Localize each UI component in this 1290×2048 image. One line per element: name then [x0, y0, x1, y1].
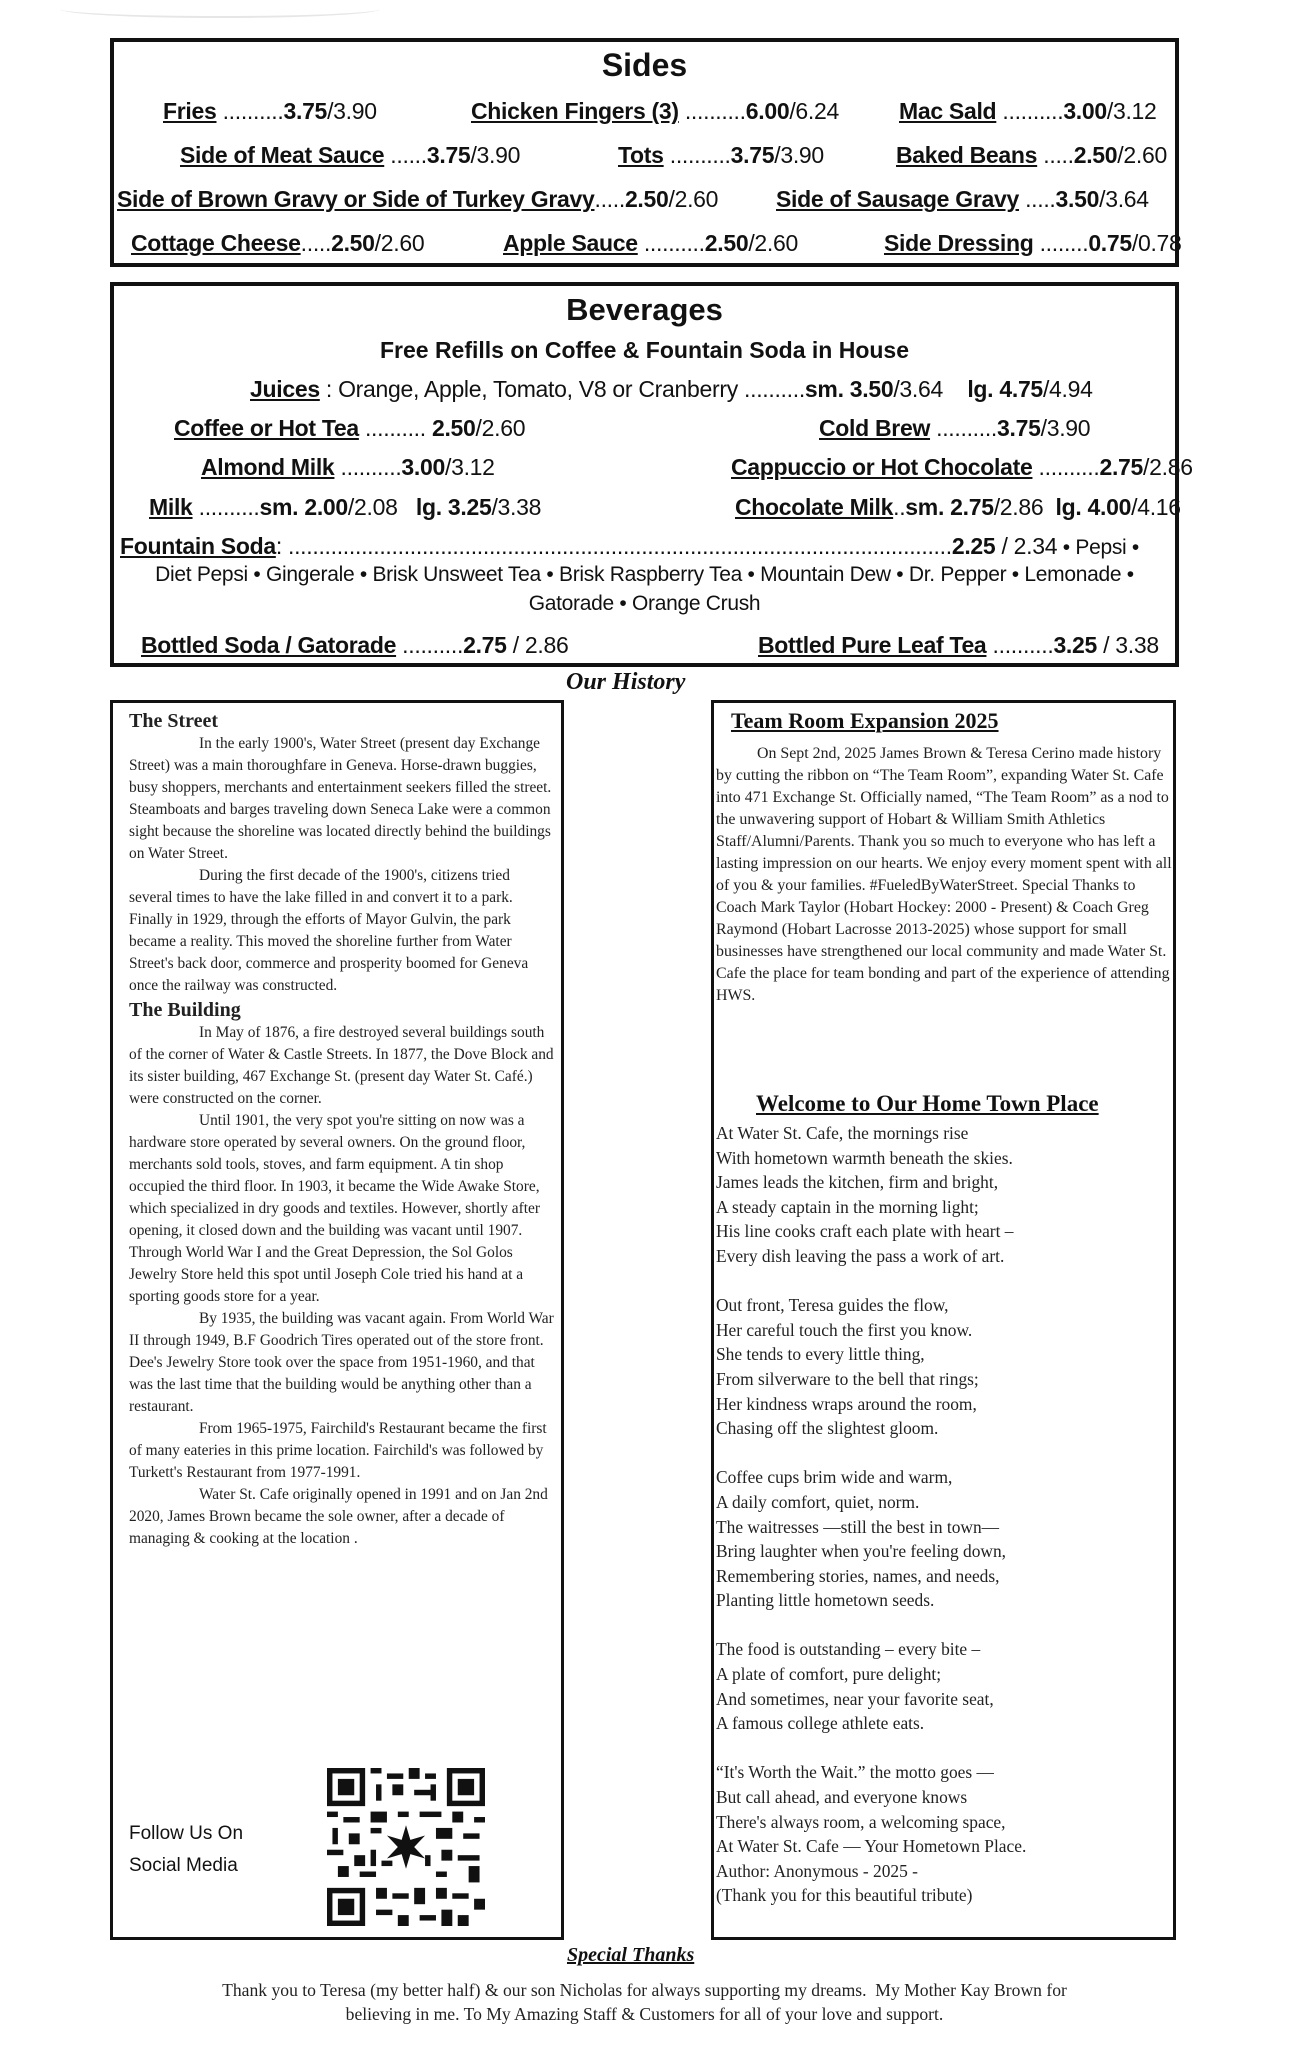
item-price-lg-alt: /4.94 — [1042, 376, 1093, 402]
item-name: Side of Brown Gravy or Side of Turkey Gravy — [117, 186, 595, 212]
item-price-alt: /3.64 — [1099, 186, 1149, 212]
poem-line: Coffee cups brim wide and warm, — [716, 1467, 953, 1488]
sides-box — [110, 38, 1182, 267]
qr-code-icon[interactable] — [327, 1768, 485, 1926]
special-thanks-line-1: Thank you to Teresa (my better half) & our son Nicholas for always supporting my dreams. My Mother Kay Brown for — [222, 1980, 1067, 2000]
item-price-alt: / 3.38 — [1097, 632, 1159, 658]
building-paragraph-5: Water St. Cafe originally opened in 1991 and on Jan 2nd 2020, James Brown became the sole owner, after a decade of managing & cooking at the location . — [129, 1486, 548, 1547]
poem-line: (Thank you for this beautiful tribute) — [716, 1885, 973, 1906]
item-dots: .......... — [358, 415, 432, 441]
item-price-sm: sm. 2.75 — [905, 494, 994, 520]
poem-line: A daily comfort, quiet, norm. — [716, 1491, 920, 1512]
bev-milk — [149, 494, 541, 521]
item-price: 3.00 — [401, 454, 445, 480]
item-price-alt: / 2.34 — [995, 533, 1058, 559]
side-item-fries — [163, 98, 377, 125]
item-name: Bottled Soda / Gatorade — [141, 632, 397, 658]
item-name: Fries — [163, 98, 217, 124]
item-dots: .......... — [1032, 454, 1100, 480]
team-room-text — [716, 743, 1172, 1007]
item-price: 2.50 — [704, 230, 749, 256]
item-price-alt: / 2.86 — [506, 632, 569, 658]
building-paragraph-1: In May of 1876, a fire destroyed several buildings south of the corner of Water & Castle Streets. In 1877, the Dove Block and its sister building, 467 Exchange St. (present day Water St. Café.) were constructed on the corner. — [129, 1024, 554, 1107]
item-price: 3.75 — [426, 142, 471, 168]
sides-title: Sides — [601, 47, 688, 83]
item-price-alt: /2.86 — [1143, 454, 1193, 480]
item-price: 0.75 — [1088, 230, 1132, 256]
item-price-lg-alt: /3.38 — [491, 494, 542, 520]
item-dots: : ............................................................................................................. — [275, 533, 952, 559]
item-name: Cottage Cheese — [131, 230, 301, 256]
item-price: 2.75 — [463, 632, 507, 658]
fountain-first-flavor: • Pepsi • — [1057, 536, 1139, 559]
item-name: Side of Meat Sauce — [180, 142, 385, 168]
item-dots: .......... — [930, 415, 998, 441]
item-name: Chocolate Milk — [735, 494, 894, 520]
poem-line: Author: Anonymous - 2025 - — [716, 1860, 918, 1881]
bev-cappuccio — [731, 454, 1193, 481]
item-price: 3.50 — [1055, 186, 1100, 212]
poem-line: The waitresses —still the best in town— — [716, 1516, 1000, 1537]
item-price: 3.75 — [283, 98, 328, 124]
bev-fountain-soda — [120, 533, 1173, 560]
item-name: Side Dressing — [884, 230, 1034, 256]
street-heading: The Street — [129, 710, 219, 732]
item-name: Baked Beans — [896, 142, 1038, 168]
side-item-cottage-cheese — [131, 230, 424, 257]
item-name: Cold Brew — [819, 415, 931, 441]
poem-line: A famous college athlete eats. — [716, 1713, 925, 1734]
item-dots: .......... — [216, 98, 284, 124]
item-price-sm-alt: /2.86 — [993, 494, 1044, 520]
poem-line: Remembering stories, names, and needs, — [716, 1565, 1000, 1586]
item-price: 2.50 — [1073, 142, 1118, 168]
team-room-box — [711, 700, 1176, 1940]
follow-line-1: Follow Us On — [129, 1823, 244, 1844]
poem-line: From silverware to the bell that rings; — [716, 1368, 979, 1389]
item-price-alt: /0.78 — [1131, 230, 1182, 256]
street-paragraph-2: During the first decade of the 1900's, citizens tried several times to have the lake filled in and convert it to a park. Finally in 1929, through the efforts of Mayor Gulvin, the park became a reality. This moved the shoreline further from Water Street's back door, commerce and prosperity boomed for Geneva once the railway was constructed. — [129, 867, 529, 994]
poem-line: Chasing off the slightest gloom. — [716, 1418, 939, 1439]
item-price-alt: /2.60 — [668, 186, 719, 212]
item-dots: ........ — [1033, 230, 1089, 256]
poem-line: Every dish leaving the pass a work of art. — [716, 1245, 1005, 1266]
item-dots: .......... — [637, 230, 705, 256]
item-dots: ..... — [300, 230, 332, 256]
item-dots: .......... — [192, 494, 260, 520]
item-name: Chicken Fingers (3) — [471, 98, 679, 124]
poem-line: James leads the kitchen, firm and bright, — [716, 1172, 999, 1193]
item-dots: .......... — [996, 98, 1064, 124]
history-text — [129, 709, 554, 1550]
poem-line: A steady captain in the morning light; — [716, 1196, 979, 1217]
item-price-lg: lg. 3.25 — [415, 494, 492, 520]
item-name: Almond Milk — [201, 454, 335, 480]
side-item-apple-sauce — [503, 230, 798, 257]
poem-line: Out front, Teresa guides the flow, — [716, 1295, 949, 1316]
item-name: Fountain Soda — [120, 533, 276, 559]
item-dots: ...... — [384, 142, 427, 168]
team-room-paragraph: On Sept 2nd, 2025 James Brown & Teresa Cerino made history by cutting the ribbon on “The Team Room”, expanding Water St. Cafe into 471 Exchange St. Officially named, “The Team Room” as a nod to the unwavering support of Hobart & William Smith Athletics Staff/Alumni/Parents. Thank you so much to everyone who has left a lasting impression on our hearts. We enjoy every moment spent with all of you & your families. #FueledByWaterStreet. Special Thanks to Coach Mark Taylor (Hobart Hockey: 2000 - Present) & Coach Greg Raymond (Hobart Lacrosse 2013-2025) whose support for small businesses have strengthened our local community and made Water St. Cafe the place for team bonding and part of the experience of attending HWS. — [716, 745, 1172, 1004]
side-item-tots — [618, 142, 824, 169]
side-item-baked-beans — [896, 142, 1167, 169]
bev-chocolate-milk — [735, 494, 1181, 521]
poem-line: A plate of comfort, pure delight; — [716, 1664, 942, 1685]
bev-almond-milk — [201, 454, 495, 481]
item-dots: ..... — [594, 186, 625, 212]
item-price-sm: sm. 2.00 — [259, 494, 348, 520]
item-price: 3.75 — [730, 142, 775, 168]
top-edge-decoration — [60, 0, 380, 18]
building-paragraph-3: By 1935, the building was vacant again. From World War II through 1949, B.F Goodrich Tires operated out of the store front. Dee's Jewelry Store took over the space from 1951-1960, and that was the last time that the building would be anything other than a restaurant. — [129, 1310, 554, 1415]
poem-line: The food is outstanding – every bite – — [716, 1639, 981, 1660]
item-dots: ..... — [1037, 142, 1074, 168]
item-dots: .......... — [396, 632, 464, 658]
bev-cold-brew — [819, 415, 1090, 442]
item-name: Cappuccio or Hot Chocolate — [731, 454, 1033, 480]
item-dots: .......... — [334, 454, 402, 480]
poem-line: Planting little hometown seeds. — [716, 1590, 935, 1611]
poem-line: “It's Worth the Wait.” the motto goes — — [716, 1762, 994, 1783]
item-price-alt: /3.90 — [470, 142, 521, 168]
beverages-title: Beverages — [566, 292, 723, 327]
follow-line-2: Social Media — [129, 1855, 238, 1876]
poem-stanza-gap — [716, 1613, 1172, 1638]
item-price-alt: /3.90 — [1040, 415, 1091, 441]
poem-line: There's always room, a welcoming space, — [716, 1811, 1006, 1832]
bev-coffee-hot-tea — [174, 415, 525, 442]
side-item-chicken-fingers — [471, 98, 839, 125]
follow-us-text — [129, 1818, 243, 1882]
item-price: 2.50 — [431, 415, 476, 441]
poem-heading: Welcome to Our Home Town Place — [756, 1091, 1099, 1116]
building-paragraph-2: Until 1901, the very spot you're sitting on now was a hardware store operated by several owners. On the ground floor, merchants sold tools, stoves, and farm equipment. A tin shop occupied the third floor. In 1903, it became the Wide Awake Store, which specialized in dry goods and textiles. However, shortly after opening, it closed down and the building was vacant until 1907. Through World War I and the Great Depression, the Sol Golos Jewelry Store held this spot until Joseph Cole tried his hand at a sporting goods store for a year. — [129, 1112, 540, 1305]
item-name: Coffee or Hot Tea — [174, 415, 359, 441]
item-name: Milk — [149, 494, 193, 520]
special-thanks-line-2: believing in me. To My Amazing Staff & Customers for all of your love and support. — [345, 2004, 944, 2024]
history-box — [110, 700, 564, 1940]
item-dots: .. — [893, 494, 906, 520]
poem-line: His line cooks craft each plate with heart – — [716, 1221, 1014, 1242]
fountain-flavors-line1: Diet Pepsi • Gingerale • Brisk Unsweet Tea • Brisk Raspberry Tea • Mountain Dew • Dr. Pepper • Lemonade • — [155, 563, 1134, 586]
bev-juices — [250, 376, 1093, 403]
item-price-alt: /3.90 — [774, 142, 824, 168]
item-price-alt: /6.24 — [789, 98, 839, 124]
beverages-box — [110, 282, 1193, 667]
side-item-mac-sald — [899, 98, 1157, 125]
our-history-title: Our History — [566, 669, 686, 695]
poem-line: Her kindness wraps around the room, — [716, 1393, 977, 1414]
item-dots: .......... — [678, 98, 746, 124]
item-price-alt: /2.60 — [748, 230, 798, 256]
item-price-lg: lg. 4.00 — [1055, 494, 1132, 520]
side-item-gravy — [117, 186, 718, 213]
poem-line: And sometimes, near your favorite seat, — [716, 1688, 994, 1709]
poem-line: She tends to every little thing, — [716, 1344, 925, 1365]
poem-line: But call ahead, and everyone knows — [716, 1787, 968, 1808]
item-price-sm-alt: /3.64 — [893, 376, 943, 402]
bev-pure-leaf — [758, 632, 1159, 659]
building-paragraph-4: From 1965-1975, Fairchild's Restaurant became the first of many eateries in this prime location. Fairchild's was followed by Turkett's Restaurant from 1977-1991. — [129, 1420, 547, 1481]
poem-line: At Water St. Cafe, the mornings rise — [716, 1123, 969, 1143]
poem-stanza-gap — [716, 1269, 1172, 1294]
item-name: Bottled Pure Leaf Tea — [758, 632, 987, 658]
item-dots: ..... — [1018, 186, 1056, 212]
poem-stanza-gap — [716, 1736, 1172, 1761]
item-price: 3.00 — [1063, 98, 1107, 124]
item-price-alt: /2.60 — [1117, 142, 1167, 168]
poem-body — [716, 1121, 1172, 1908]
poem-line: Her careful touch the first you know. — [716, 1319, 973, 1340]
special-thanks-title: Special Thanks — [567, 1944, 695, 1966]
side-item-side-dressing — [884, 230, 1182, 257]
item-price: 6.00 — [745, 98, 790, 124]
item-price: 3.25 — [1053, 632, 1098, 658]
item-price: 2.75 — [1099, 454, 1144, 480]
item-name: Apple Sauce — [503, 230, 638, 256]
item-price-alt: /3.90 — [327, 98, 377, 124]
fountain-flavors-line2: Gatorade • Orange Crush — [528, 592, 761, 615]
item-desc: : Orange, Apple, Tomato, V8 or Cranberry .......... — [319, 376, 805, 402]
street-paragraph-1: In the early 1900's, Water Street (present day Exchange Street) was a main thoroughfare in Geneva. Horse-drawn buggies, busy shoppers, merchants and entertainment seekers filled the street. Steamboats and barges traveling down Seneca Lake were a common sight because the shoreline was located directly behind the buildings on Water Street. — [129, 735, 552, 862]
item-name: Mac Sald — [899, 98, 997, 124]
item-price-lg: lg. 4.75 — [967, 376, 1043, 402]
item-price: 3.75 — [997, 415, 1041, 441]
poem-stanza-gap — [716, 1441, 1172, 1466]
item-price-alt: /3.12 — [1106, 98, 1157, 124]
poem-line: With hometown warmth beneath the skies. — [716, 1147, 1013, 1168]
item-price-sm-alt: /2.08 — [347, 494, 398, 520]
item-price-alt: /2.60 — [475, 415, 526, 441]
special-thanks-text — [110, 1978, 1179, 2026]
item-price-sm: sm. 3.50 — [804, 376, 894, 402]
item-price: 2.50 — [624, 186, 669, 212]
item-price-alt: /3.12 — [445, 454, 495, 480]
building-heading: The Building — [129, 999, 241, 1021]
bev-bottled-soda — [141, 632, 569, 659]
item-dots: .......... — [663, 142, 731, 168]
poem-line: At Water St. Cafe — Your Hometown Place. — [716, 1836, 1027, 1857]
team-room-heading: Team Room Expansion 2025 — [731, 708, 999, 733]
side-item-meat-sauce — [180, 142, 520, 169]
poem-line: Bring laughter when you're feeling down, — [716, 1541, 1007, 1562]
item-name: Side of Sausage Gravy — [776, 186, 1019, 212]
beverages-subtitle: Free Refills on Coffee & Fountain Soda in House — [379, 337, 910, 363]
item-price-lg-alt: /4.16 — [1131, 494, 1181, 520]
item-name: Juices — [250, 376, 320, 402]
item-price: 2.25 — [951, 533, 996, 559]
item-price: 2.50 — [331, 230, 375, 256]
side-item-sausage-gravy — [776, 186, 1149, 213]
item-price-alt: /2.60 — [374, 230, 425, 256]
item-dots: .......... — [986, 632, 1054, 658]
item-name: Tots — [618, 142, 664, 168]
